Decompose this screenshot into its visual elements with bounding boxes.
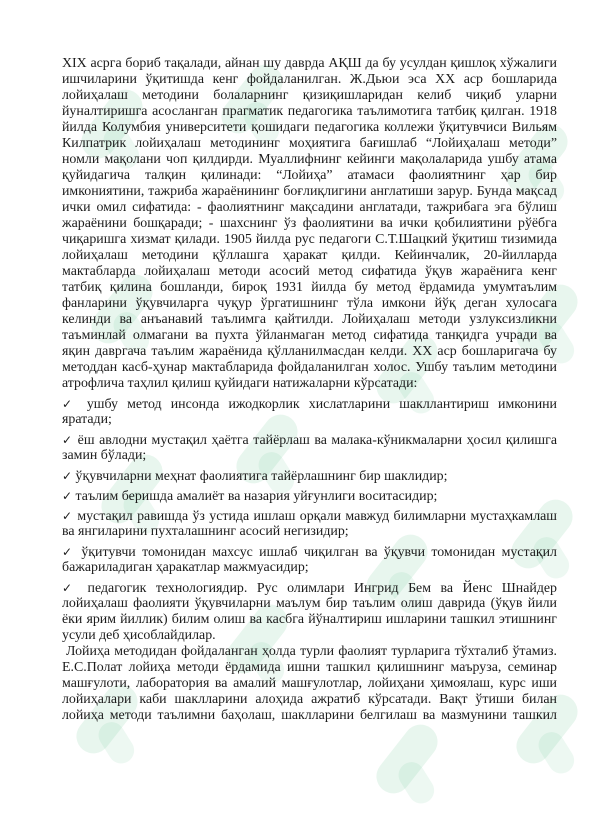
list-item [62, 468, 557, 484]
text-line: яратади; [62, 412, 112, 427]
text-line [62, 544, 557, 560]
text-line [62, 508, 557, 524]
text-line: Лойиҳа методидан фойдаланган ҳолда турли фаолият турларига тўхталиб ўтамиз. [66, 644, 557, 659]
text-line: лойиҳалари каби шаклларини алоҳида ажратиб кўрсатади. Вақт ўтиши билан [62, 692, 557, 707]
text-line: чиқаришга хизмат қилади. 1905 йилда рус педагоги С.Т.Шацкий ўқитиш тизимида [62, 232, 557, 247]
checkmark-icon [62, 509, 73, 524]
text-line: яқин давргача таълим жараёнида қўлланилмасдан келди. XX аср бошларигача бу [62, 344, 557, 359]
list-item-text: ушбу метод инсонда ижодкорлик хислатларини шакллантириш имконини [86, 397, 557, 412]
text-line: атрофлича таҳлил қилиш қуйидаги натижаларни кўрсатади: [62, 376, 418, 391]
checkmark-icon [62, 397, 78, 412]
text-line: йилда Колумбия университети қошидаги педагогика коллежи ўқитувчиси Вильям [62, 120, 557, 135]
paragraph-closing [62, 644, 557, 724]
text-line: ва янгиларини пухталашнинг асосий негизидир; [62, 524, 349, 539]
text-line: имкониятини, тажриба жараёнининг боғлиқлигини англатиши зарур. Бунда мақсад [62, 184, 557, 199]
text-line: методдан касб-ҳунар мактабларида фойдаланилган холос. Ушбу таълим методини [62, 360, 557, 375]
text-line: лойиҳалаш фаолияти ўқувчиларни маълум бир таълим олиш даврида (ўқув йили [62, 596, 557, 611]
list-item-text: педагогик технологиядир. Рус олимлари Ингрид Бем ва Йенс Шнайдер [87, 581, 557, 596]
text-line: замин бўлади; [62, 448, 147, 463]
text-line: лойиҳа методи таълимни баҳолаш, шаклларини белгилаш ва мазмунини ташкил [62, 708, 557, 723]
text-line: лойиҳалаш методини қўллашга ҳаракат қилди. Кейинчалик, 20-йилларда [62, 248, 557, 263]
list-item [62, 432, 557, 464]
text-line: ёки ярим йиллик) билим олиш ва касбга йўналтириш ишларини ташкил этишнинг [62, 612, 557, 627]
text-line: лойиҳалаш методини болаларнинг қизиқишларидан келиб чиқиб уларни [62, 88, 557, 103]
text-line: бажариладиган ҳаракатлар мажмуасидир; [62, 560, 309, 575]
list-item-text: ёш авлодни мустақил ҳаётга тайёрлаш ва малака-кўникмаларни ҳосил қилишга [77, 433, 557, 448]
watermark-shape [370, 718, 445, 800]
text-line: ички омил сифатида: - фаолиятнинг мақсадини англатади, тажрибага эга бўлиш [62, 200, 557, 215]
text-line: таъминлай олмагани ва пухта ўйланмаган метод сифатида танқидга учради ва [62, 328, 557, 343]
list-item-text: мустақил равишда ўз устида ишлаш орқали мавжуд билимларни мустаҳкамлаш [77, 509, 557, 524]
checkmark-icon [62, 545, 75, 560]
text-line: Е.С.Полат лойиҳа методи ёрдамида ишни ташкил қилишнинг маъруза, семинар [62, 660, 557, 675]
checkmark-icon [62, 581, 78, 596]
text-line: Килпатрик лойиҳалаш методининг моҳиятига бағишлаб “Лойиҳалаш методи” [62, 136, 557, 151]
checkmark-icon [62, 469, 72, 484]
text-line: жараёнини бошқаради; - шахснинг ўз фаолиятини ва ички қобилиятини рўёбга [62, 216, 557, 231]
list-item-text: ўқувчиларни меҳнат фаолиятига тайёрлашнинг бир шаклидир; [75, 469, 448, 484]
text-line: номли мақолани чоп қилдирди. Муаллифнинг кейинги мақолаларида ушбу атама [62, 152, 557, 167]
document-body [62, 56, 557, 724]
text-line [62, 432, 557, 448]
text-line: усули деб ҳисоблайдилар. [62, 628, 216, 643]
text-line: қуйидагича талқин қилинади: “Лойиҳа” атамаси фаолиятнинг ҳар бир [62, 168, 557, 183]
checkmark-icon [62, 489, 72, 504]
text-line: мактабларда лойиҳалаш методи асосий метод сифатида ўқув жараёнига кенг [62, 264, 557, 279]
list-item [62, 508, 557, 540]
text-line: татбиқ қилина бошланди, бироқ 1931 йилда бу метод ёрдамида умумтаълим [62, 280, 557, 295]
list-item [62, 396, 557, 428]
text-line [62, 396, 557, 412]
text-line: фанларини ўқувчиларга чуқур ўргатишнинг тўла имкони йўқ деган хулосага [62, 296, 557, 311]
text-line: машғулоти, лаборатория ва амалий машғулотлар, лойиҳани ҳимоялаш, курс иши [62, 676, 557, 691]
text-line [62, 580, 557, 596]
paragraph-intro [62, 56, 557, 392]
list-item-text: таълим беришда амалиёт ва назария уйғунлиги воситасидир; [75, 489, 438, 504]
text-line: XIX асрга бориб тақалади, айнан шу даврда АҚШ да бу усулдан қишлоқ хўжалиги [62, 56, 557, 71]
list-item [62, 580, 557, 644]
list-item-text: ўқитувчи томонидан махсус ишлаб чиқилган ва ўқувчи томонидан мустақил [81, 545, 557, 560]
checkmark-icon [62, 433, 73, 448]
list-item [62, 488, 557, 504]
text-line: ишчиларини ўқитишда кенг фойдаланилган. Ж.Дьюи эса XX аср бошларида [62, 72, 557, 87]
text-line [62, 468, 557, 484]
text-line: йуналтиришга асосланган прагматик педагогика таълимотига татбиқ қилган. 1918 [62, 104, 557, 119]
text-line [62, 488, 557, 504]
list-item [62, 544, 557, 576]
text-line: келинди ва анъанавий таълимга қайтилди. Лойиҳалаш методи узлуксизликни [62, 312, 557, 327]
